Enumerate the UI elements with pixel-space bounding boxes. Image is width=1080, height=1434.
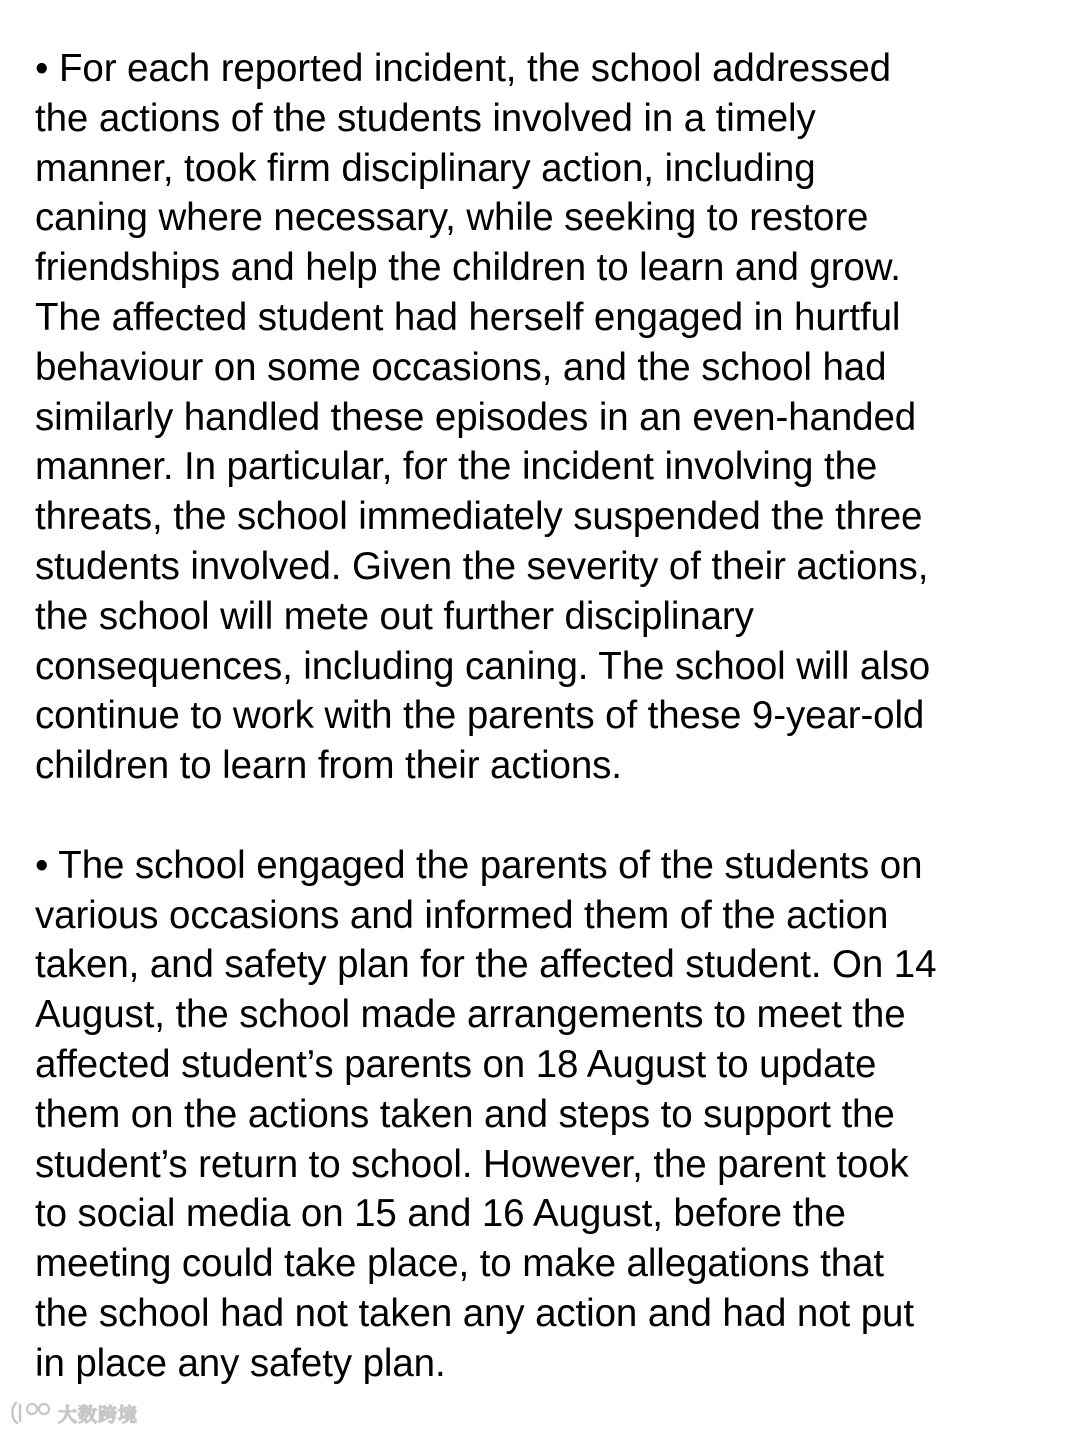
text-line: student’s return to school. However, the parent took [35, 1142, 909, 1186]
text-line: August, the school made arrangements to meet the [35, 993, 906, 1037]
text-line: taken, and safety plan for the affected student. On 14 [35, 943, 937, 987]
text-line: • For each reported incident, the school addressed [35, 47, 891, 90]
text-line: the school will mete out further disciplinary [35, 594, 754, 638]
text-line: affected student’s parents on 18 August to update [35, 1042, 877, 1086]
document-page [35, 44, 1065, 1389]
text-line: to social media on 15 and 16 August, before the [35, 1192, 846, 1236]
text-line: similarly handled these episodes in an even-handed [35, 395, 917, 439]
text-line: continue to work with the parents of these 9-year-old [35, 694, 925, 738]
text-line: behaviour on some occasions, and the school had [35, 345, 887, 389]
paragraph-disciplinary-action [35, 44, 1065, 791]
watermark [8, 1399, 138, 1427]
text-line: various occasions and informed them of the action [35, 893, 889, 937]
text-line: the actions of the students involved in a timely [35, 96, 816, 140]
text-line: • The school engaged the parents of the students on [35, 843, 923, 887]
text-line: students involved. Given the severity of their actions, [35, 544, 929, 588]
text-line: in place any safety plan. [35, 1341, 446, 1385]
text-line: meeting could take place, to make allegations that [35, 1242, 884, 1286]
paragraph-parent-engagement [35, 841, 1065, 1389]
text-line: children to learn from their actions. [35, 744, 622, 788]
text-line: friendships and help the children to learn and grow. [35, 246, 901, 290]
text-line: them on the actions taken and steps to support the [35, 1092, 895, 1136]
watermark-text: 大数跨境 [58, 1403, 139, 1426]
text-line: The affected student had herself engaged in hurtful [35, 295, 901, 339]
text-line: caning where necessary, while seeking to restore [35, 196, 869, 240]
text-line: manner. In particular, for the incident involving the [35, 445, 878, 489]
text-line: consequences, including caning. The school will also [35, 644, 931, 688]
text-line: manner, took firm disciplinary action, including [35, 146, 816, 190]
text-line: the school had not taken any action and had not put [35, 1291, 914, 1335]
watermark-logo-icon [8, 1399, 54, 1427]
text-line: threats, the school immediately suspended the three [35, 495, 923, 539]
